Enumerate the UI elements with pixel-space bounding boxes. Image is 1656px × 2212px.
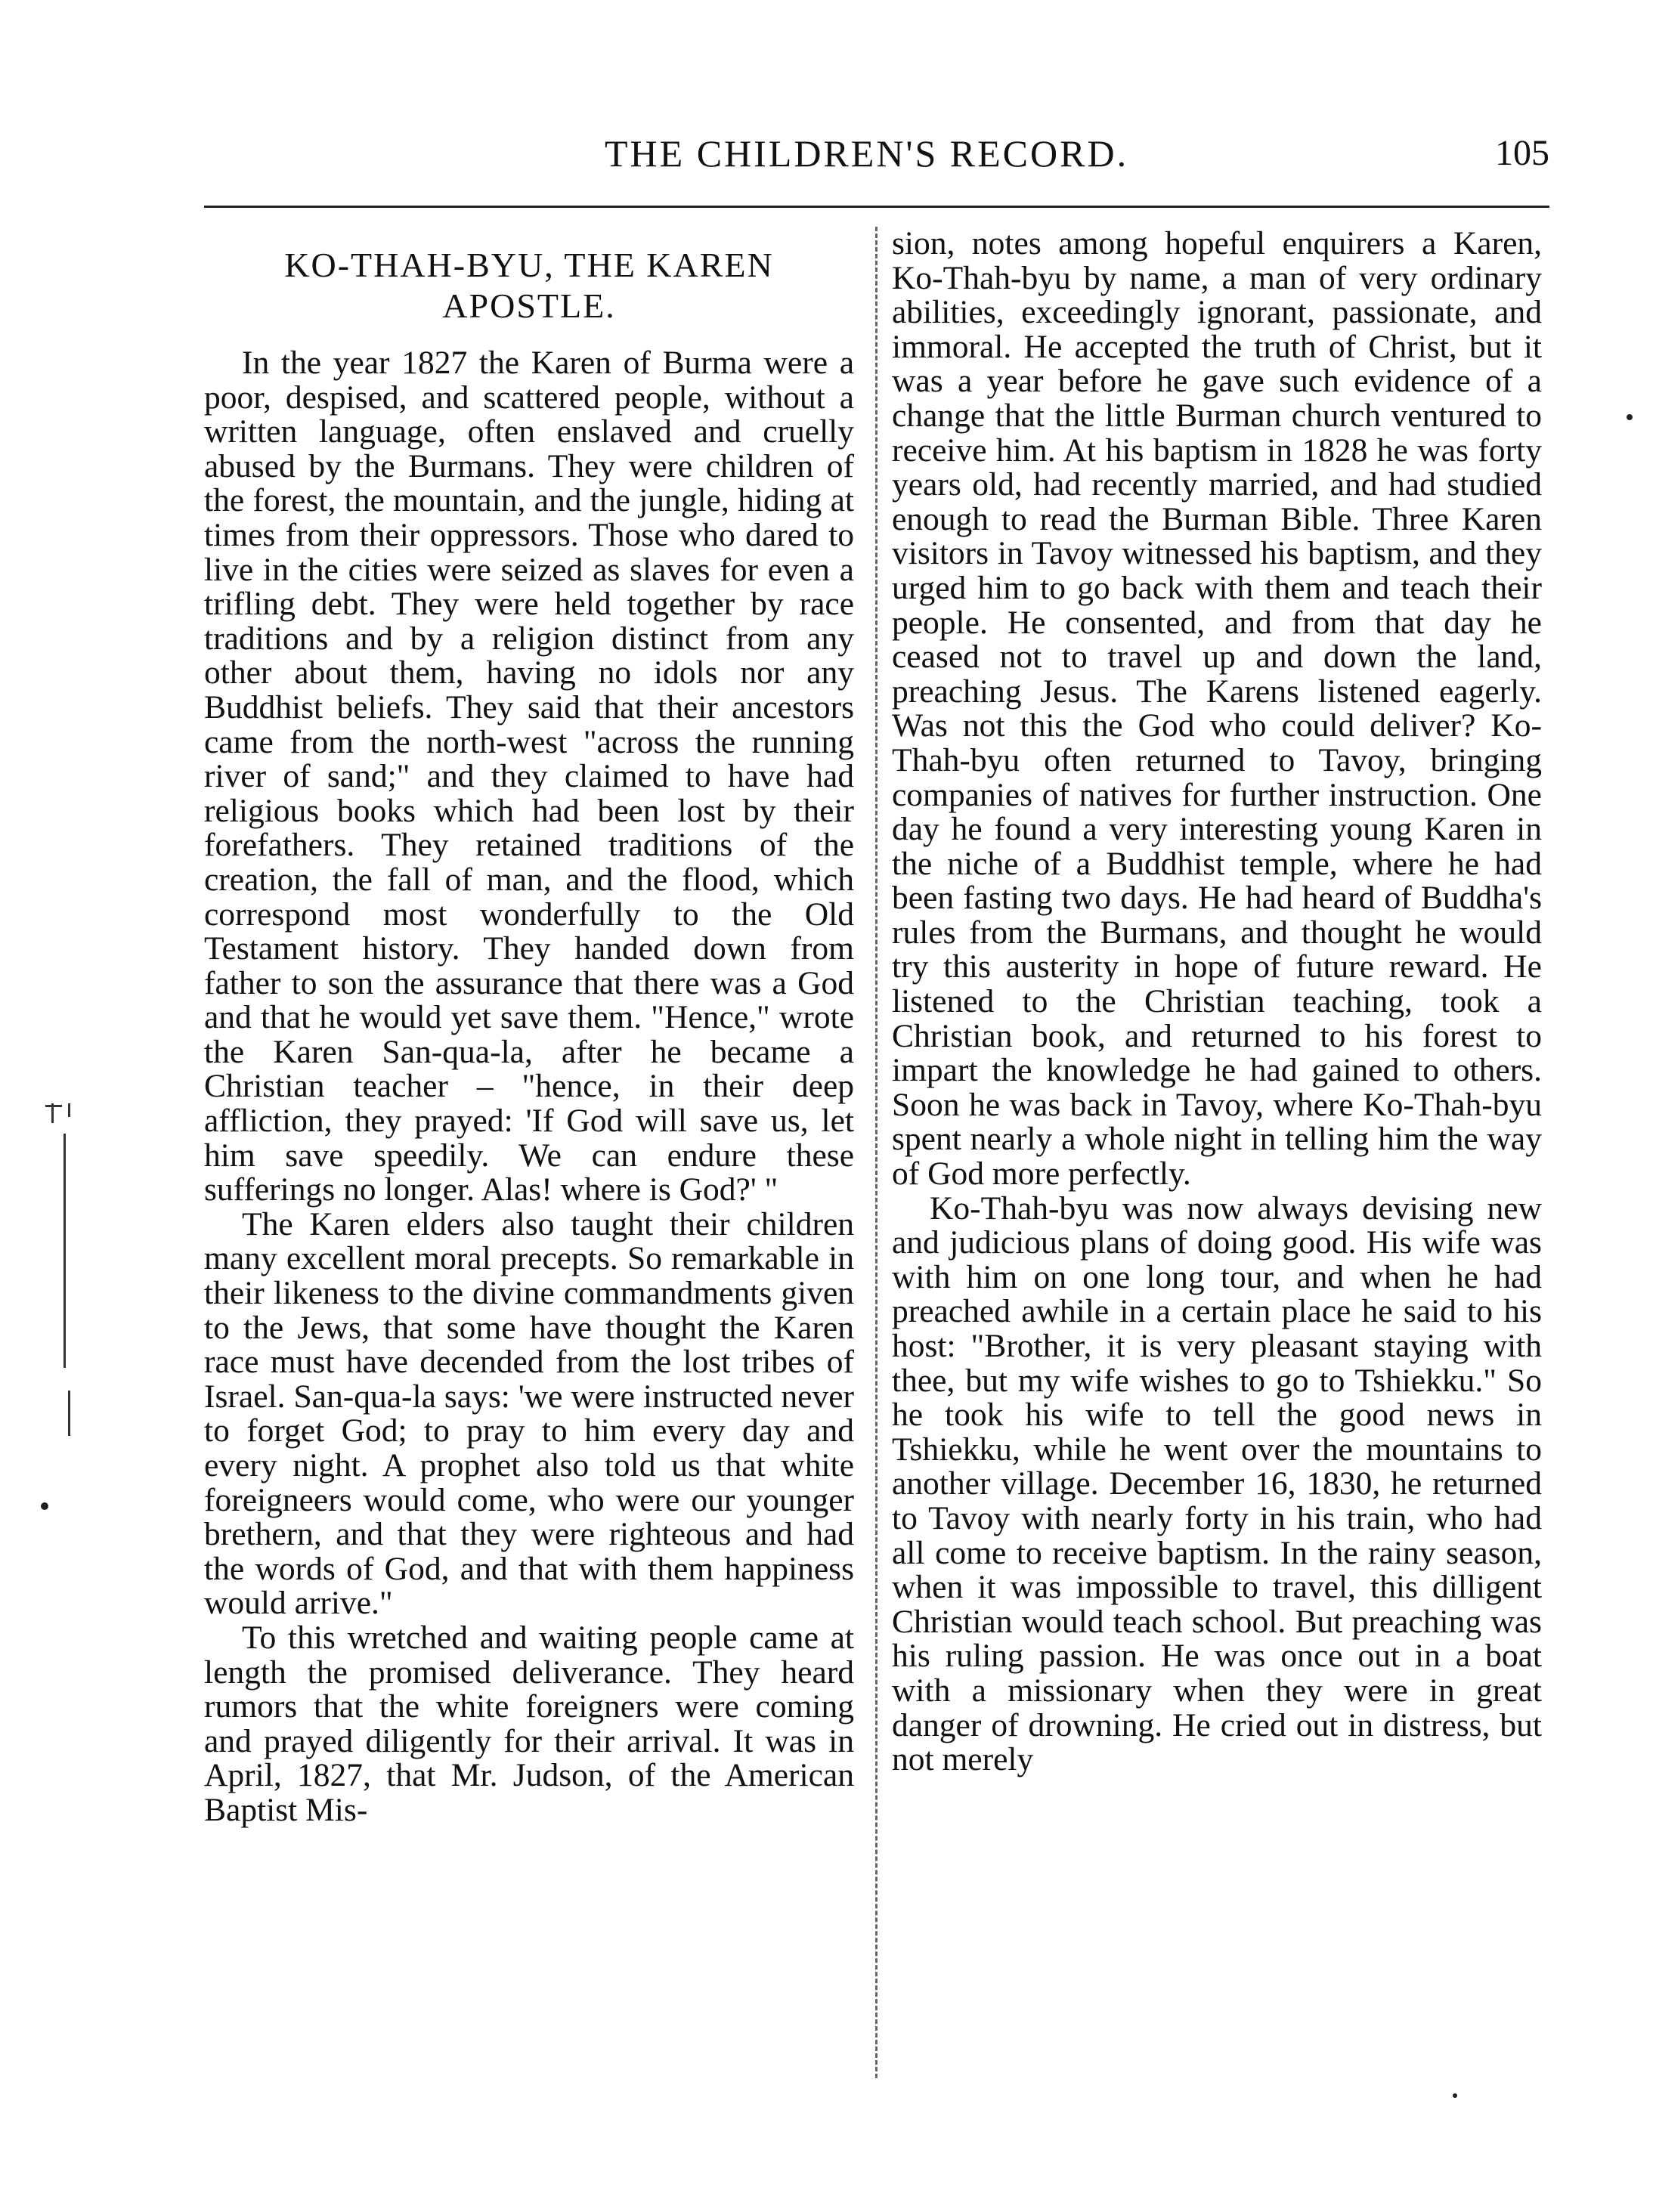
column-divider [875,227,878,2078]
paragraph: The Karen elders also taught their children many excellent moral precepts. So remarkable in their likeness to the divine commandments given to the Jews, that some have thought the Karen race must have decended from the lost tribes of Israel. San-qua-la says: 'we were instructed never to forget God; to pray to him every day and every night. A prophet also told us that white foreigneers would come, who were our younger brethern, and that they were righteous and had the words of God, and that with them happiness would arrive." [204,1205,854,1622]
running-title: THE CHILDREN'S RECORD. [605,132,1129,175]
margin-mark [63,1134,66,1368]
paragraph: sion, notes among hopeful enquirers a Karen, Ko-Thah-byu by name, a man of very ordinary abilities, exceedingly ignorant, passionate, and immoral. He accepted the truth of Christ, but it was a year before he gave such evidence of a change that the little Burman church ventured to receive him. At his baptism in 1828 he was forty years old, had recently married, and had studied enough to read the Burman Bible. Three Karen visitors in Tavoy witnessed his baptism, and they urged him to go back with them and teach their people. He consented, and from that day he ceased not to travel up and down the land, preaching Jesus. The Karens listened eagerly. Was not this the God who could deliver? Ko-Thah-byu often returned to Tavoy, bringing companies of natives for further instruction. One day he found a very interesting young Karen in the niche of a Buddhist temple, where he had been fasting two days. He had heard of Buddha's rules from the Burmans, and thought he would try this austerity in hope of future reward. He listened to the Christian teaching, took a Christian book, and returned to his forest to impart the knowledge he had gained to others. Soon he was back in Tavoy, where Ko-Thah-byu spent nearly a whole night in telling him the way of God more perfectly. [892,225,1542,1193]
stray-dot [1627,414,1633,420]
header-rule [204,206,1549,208]
margin-scan-marks [38,1103,83,1527]
page-header [204,127,1549,180]
margin-mark [68,1391,70,1436]
left-column [204,227,854,1828]
margin-mark [45,1105,62,1107]
paragraph: To this wretched and waiting people came at length the promised deliverance. They heard rumors that the white foreigners were coming and prayed diligently for their arrival. It was in April, 1827, that Mr. Judson, of the American Baptist Mis- [204,1619,854,1828]
article-title: KO-THAH-BYU, THE KAREN APOSTLE. [284,246,774,325]
paragraph: In the year 1827 the Karen of Burma were a poor, despised, and scattered people, without a written language, often enslaved and cruelly abused by the Burmans. They were children of the forest, the mountain, and the jungle, hiding at times from their oppressors. Those who dared to live in the cities were seized as slaves for even a trifling debt. They were held together by race traditions and by a religion distinct from any other about them, having no idols nor any Buddhist beliefs. They said that their ancestors came from the north-west "across the running river of sand;" and they claimed to have had religious books which had been lost by their forefathers. They retained traditions of the creation, the fall of man, and the flood, which correspond most wonderfully to the Old Testament history. They handed down from father to son the assurance that there was a God and that he would yet save them. "Hence," wrote the Karen San-qua-la, after he became a Christian teacher – "hence, in their deep affliction, they prayed: 'If God will save us, let him save speedily. We can endure these sufferings no longer. Alas! where is God?' " [204,345,854,1208]
margin-dot [41,1502,48,1510]
paragraph: Ko-Thah-byu was now always devising new and judicious plans of doing good. His wife was with him on one long tour, and when he had preached awhile in a certain place he said to his host: "Brother, it is very pleasant staying with thee, but my wife wishes to go to Tshiekku." So he took his wife to tell the good news in Tshiekku, while he went over the mountains to another village. December 16, 1830, he returned to Tavoy with nearly forty in his train, who had all come to receive baptism. In the rainy season, when it was impossible to travel, this dilligent Christian would teach school. But preaching was his ruling passion. He was once out in a boat with a missionary when they were in great danger of drowning. He cried out in distress, but not merely [892,1190,1542,1778]
page-number: 105 [1495,133,1549,173]
margin-mark [68,1103,70,1117]
stray-dot [1453,2093,1457,2098]
right-column [892,227,1542,1777]
